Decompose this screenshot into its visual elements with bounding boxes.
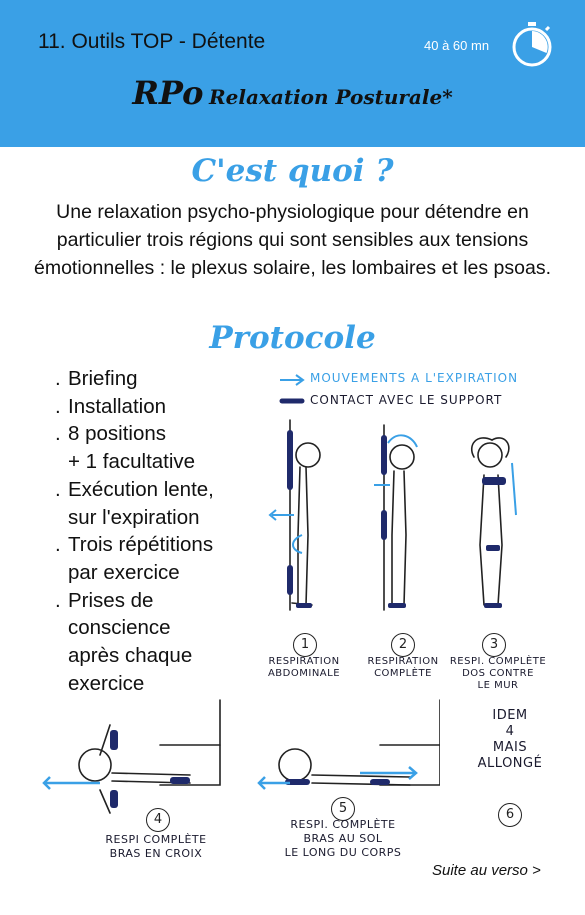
section-heading-definition: C'est quoi ? <box>191 153 394 189</box>
position-label: RESPI COMPLÈTE BRAS EN CROIX <box>105 833 207 860</box>
protocol-step: . 8 positions + 1 facultative <box>55 422 196 474</box>
position-label: RESPIRATION COMPLÈTE <box>367 656 439 679</box>
position-number: 4 <box>146 808 170 832</box>
section-heading-protocol: Protocole <box>209 320 376 356</box>
page-title: 11. Outils TOP - Détente <box>38 30 266 53</box>
page-subtitle <box>0 74 585 112</box>
duration-label: 40 à 60 mn <box>424 38 490 53</box>
legend-arrow-icon <box>278 370 308 410</box>
position-label: IDEM 4 MAIS ALLONGÉ <box>477 708 543 771</box>
legend-contact: CONTACT AVEC LE SUPPORT <box>310 393 503 407</box>
position-number: 5 <box>331 797 355 821</box>
position-number: 2 <box>391 633 415 657</box>
stopwatch-icon <box>509 20 555 68</box>
standing-figures-illustration <box>262 415 562 615</box>
position-number: 6 <box>498 803 522 827</box>
protocol-step: . Briefing <box>55 367 138 390</box>
position-label: RESPIRATION ABDOMINALE <box>267 656 341 679</box>
lying-figures-illustration <box>40 695 440 815</box>
protocol-step: . Exécution lente, sur l'expiration <box>55 477 214 529</box>
subtitle-acronym: RPo <box>132 74 204 112</box>
position-label: RESPI. COMPLÈTE BRAS AU SOL LE LONG DU CORPS <box>284 818 402 859</box>
protocol-step: . Prises de conscience après chaque exercice <box>55 588 193 695</box>
position-label: RESPI. COMPLÈTE DOS CONTRE LE MUR <box>449 656 547 691</box>
protocol-step: . Trois répétitions par exercice <box>55 533 214 584</box>
definition-text: Une relaxation psycho-physiologique pour détendre en particulier trois régions qui sont sensibles aux tensions émotionnelles : le plexus solaire, les lombaires et les psoas. <box>33 201 551 279</box>
protocol-step: . Installation <box>55 394 167 418</box>
subtitle-text: Relaxation Posturale* <box>209 85 453 109</box>
legend-movement: MOUVEMENTS A L'EXPIRATION <box>310 371 519 385</box>
protocol-steps <box>55 365 214 697</box>
position-number: 1 <box>293 633 317 657</box>
continue-verso-link[interactable]: Suite au verso > <box>432 862 541 879</box>
position-number: 3 <box>482 633 506 657</box>
